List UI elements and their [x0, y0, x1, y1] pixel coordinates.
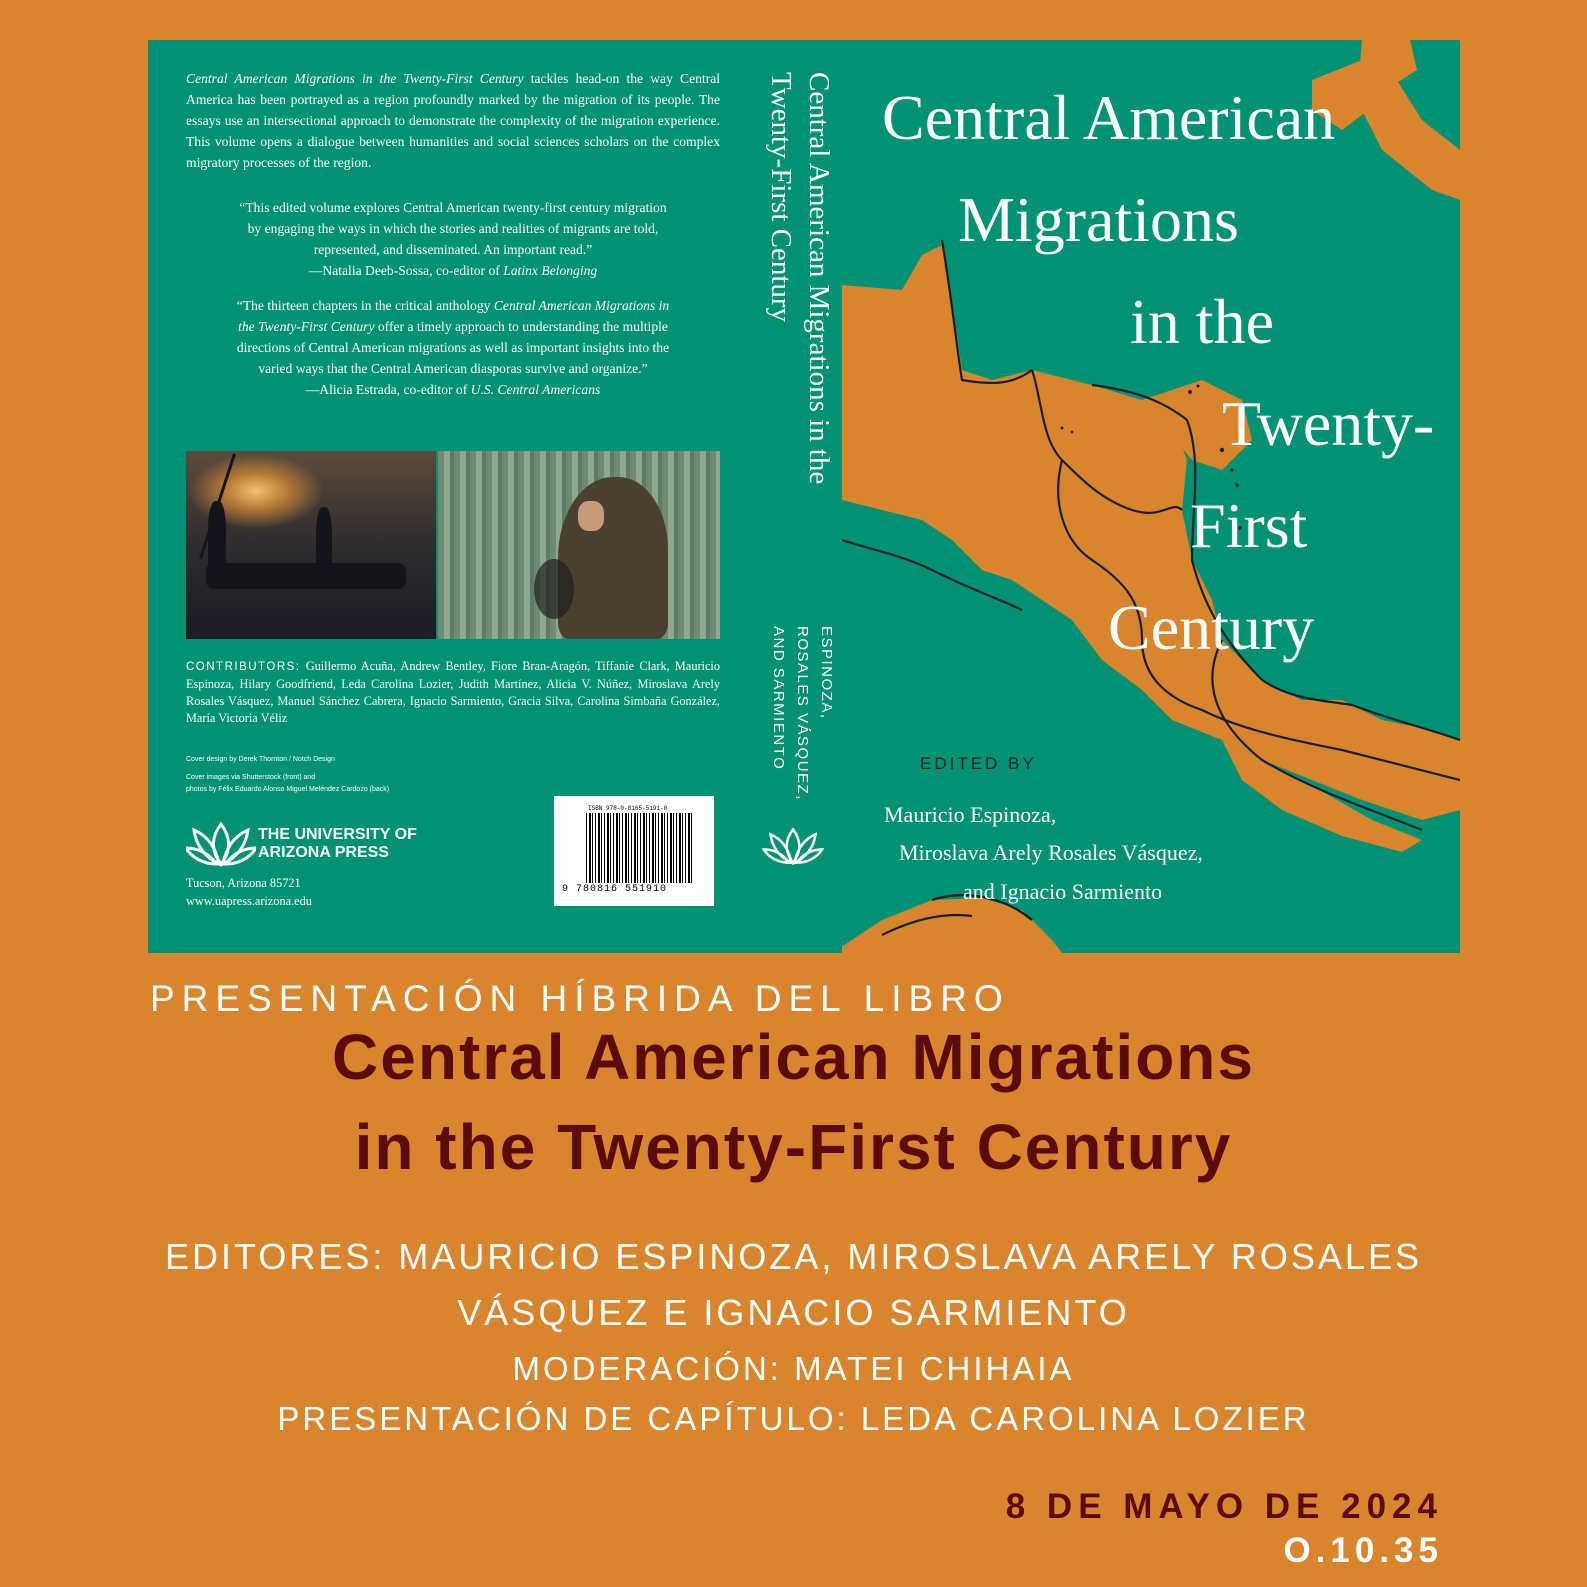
book-title-line-1: Central American Migrations	[332, 1021, 1255, 1093]
front-editor-3: and Ignacio Sarmiento	[963, 879, 1163, 904]
event-kicker: PRESENTACIÓN HÍBRIDA DEL LIBRO	[150, 978, 1010, 1019]
spine-title: Central American Migrations in the Twenty-First Century	[765, 72, 835, 485]
quote-2-attribution: —Alicia Estrada, co-editor of U.S. Central Americans	[305, 382, 601, 397]
front-title-line-6: Century	[1108, 592, 1315, 663]
quote-1-attribution: —Natalia Deeb-Sossa, co-editor of Latinx Belonging	[308, 263, 598, 278]
front-editor-2: Miroslava Arely Rosales Vásquez,	[899, 840, 1203, 865]
press-lotus-icon	[186, 820, 256, 868]
front-title-line-5: First	[1190, 490, 1308, 561]
front-editor-1: Mauricio Espinoza,	[884, 802, 1057, 827]
back-cover-photos	[186, 451, 720, 639]
isbn-barcode: ISBN 978-0-8165-5191-0 9 780816 551910	[554, 796, 714, 906]
editors-line-2: VÁSQUEZ E IGNACIO SARMIENTO	[457, 1292, 1130, 1333]
spine-editors: ESPINOZA, ROSALES VÁSQUEZ, AND SARMIENTO	[770, 626, 835, 801]
book-cover	[148, 40, 1460, 953]
front-title-line-1: Central American	[882, 82, 1336, 153]
back-cover-text	[186, 68, 720, 400]
contributors: CONTRIBUTORS: Guillermo Acuña, Andrew Bentley, Fiore Bran-Aragón, Tiffanie Clark, Mauricio Espinoza, Hilary Goodfriend, Leda Carolina Lozier, Judith Martínez, Alicia V. Núñez, Miroslava Arely Rosales Vásquez, Manuel Sánchez Cabrera, Ignacio Sarmiento, Gracia Silva, Carolina Simbaña González, María Victoria Véliz	[186, 659, 720, 725]
event-date: 8 DE MAYO DE 2024	[1005, 1487, 1443, 1526]
press-logo	[186, 820, 456, 870]
chapter-presentation: PRESENTACIÓN DE CAPÍTULO: LEDA CAROLINA LOZIER	[277, 1400, 1310, 1437]
boat-photo	[186, 451, 436, 639]
spine-lotus-icon	[760, 826, 826, 866]
press-name: THE UNIVERSITY OF ARIZONA PRESS	[258, 826, 417, 861]
barcode-bars	[586, 813, 692, 883]
migrant-photo	[438, 451, 720, 639]
editors-line-1: EDITORES: MAURICIO ESPINOZA, MIROSLAVA ARELY ROSALES	[165, 1236, 1422, 1277]
endorsement-quote-2: “The thirteen chapters in the critical anthology Central American Migrations in the Twenty-First Century offer a timely approach to understanding the multiple directions of Central American migrations as well as important insights into the varied ways that the Central American diasporas survive and organize.” —Alicia Estrada, co-editor of U.S. Central Americans	[232, 295, 674, 400]
event-room: O.10.35	[1283, 1531, 1443, 1570]
blurb: Central American Migrations in the Twenty-First Century tackles head-on the way Central America has been portrayed as a region profoundly marked by the migration of its people. The essays use an intersectional approach to demonstrate the complexity of the migration experience. This volume opens a dialogue between humanities and social sciences scholars on the complex migratory processes of the region.	[186, 71, 721, 170]
book-title-line-2: in the Twenty-First Century	[354, 1111, 1233, 1183]
front-title-line-3: in the	[1130, 286, 1274, 357]
moderation: MODERACIÓN: MATEI CHIHAIA	[512, 1350, 1075, 1387]
edited-by-label: EDITED BY	[920, 754, 1037, 773]
front-title-line-2: Migrations	[958, 184, 1239, 255]
front-title-line-4: Twenty-	[1222, 388, 1435, 459]
cover-credits: Cover design by Derek Thornton / Notch Design Cover images via Shutterstock (front) and photos by Félix Eduardo Alonso Miguel Meléndez Cardozo (back)	[186, 756, 390, 793]
press-address: Tucson, Arizona 85721 www.uapress.arizona.edu	[186, 876, 312, 908]
endorsement-quote-1: “This edited volume explores Central American twenty-first century migration by engaging the ways in which the stories and realities of migrants are told, represented, and disseminated. An important read.” —Natalia Deeb-Sossa, co-editor of Latinx Belonging	[232, 197, 674, 281]
